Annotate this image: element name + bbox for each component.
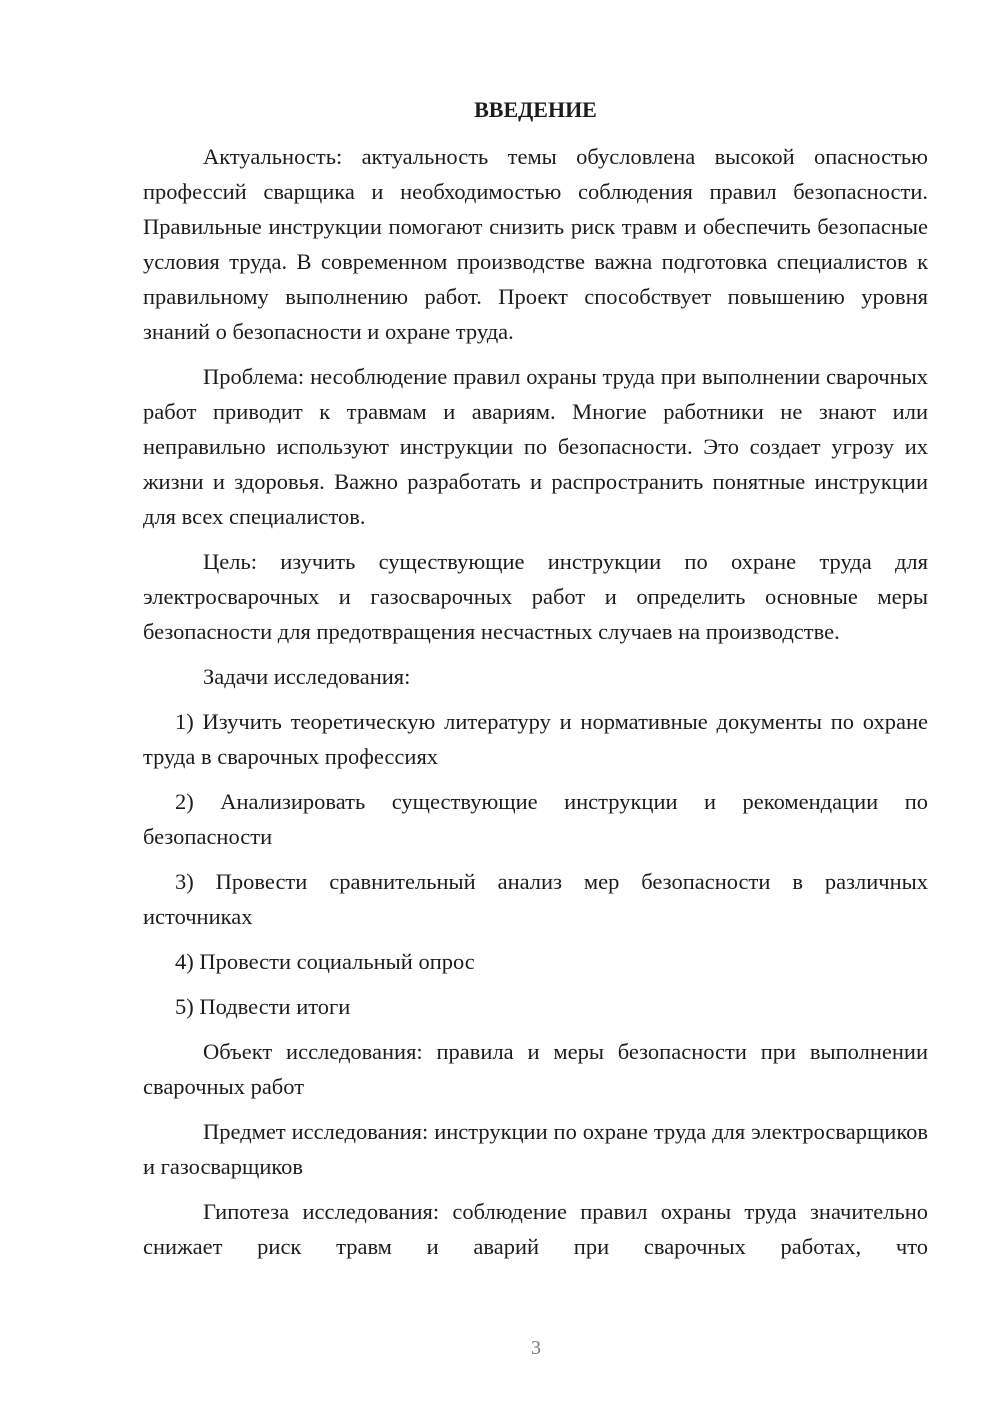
task-item-2: 2) Анализировать существующие инструкции и рекомендации по безопасности xyxy=(143,789,928,849)
task-item-4: 4) Провести социальный опрос xyxy=(175,949,475,974)
problem-paragraph: Проблема: несоблюдение правил охраны труда при выполнении сварочных работ приводит к травмам и авариям. Многие работники не знают или неправильно используют инструкции по безопасности. Это создает угрозу их жизни и здоровья. Важно разработать и распространить понятные инструкции для всех специалистов. xyxy=(143,364,928,529)
object-paragraph: Объект исследования: правила и меры безопасности при выполнении сварочных работ xyxy=(143,1039,928,1099)
task-item-5: 5) Подвести итоги xyxy=(175,994,351,1019)
hypothesis-paragraph: Гипотеза исследования: соблюдение правил охраны труда значительно снижает риск травм и аварий при сварочных работах, что xyxy=(143,1199,928,1259)
section-heading: ВВЕДЕНИЕ xyxy=(474,97,597,122)
task-item-3: 3) Провести сравнительный анализ мер безопасности в различных источниках xyxy=(143,869,928,929)
goal-paragraph: Цель: изучить существующие инструкции по охране труда для электросварочных и газосварочных работ и определить основные меры безопасности для предотвращения несчастных случаев на производстве. xyxy=(143,549,928,644)
subject-paragraph: Предмет исследования: инструкции по охране труда для электросварщиков и газосварщиков xyxy=(143,1119,928,1179)
page-number: 3 xyxy=(531,1337,541,1359)
relevance-paragraph: Актуальность: актуальность темы обусловлена высокой опасностью профессий сварщика и необходимостью соблюдения правил безопасности. Правильные инструкции помогают снизить риск травм и обеспечить безопасные условия труда. В современном производстве важна подготовка специалистов к правильному выполнению работ. Проект способствует повышению уровня знаний о безопасности и охране труда. xyxy=(143,144,928,344)
tasks-heading: Задачи исследования: xyxy=(203,664,411,689)
page-content xyxy=(143,92,928,1274)
task-item-1: 1) Изучить теоретическую литературу и нормативные документы по охране труда в сварочных профессиях xyxy=(143,709,928,769)
